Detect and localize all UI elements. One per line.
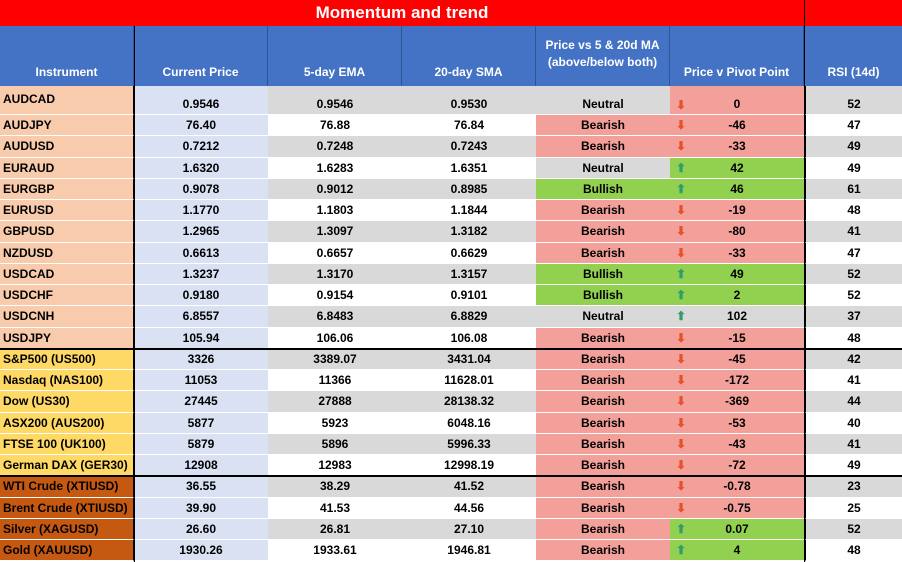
- ema-5-cell: 26.81: [268, 519, 402, 540]
- table-row: [0, 476, 902, 497]
- arrow-down-icon: ⬇: [676, 415, 687, 430]
- instrument-cell: EURGBP: [0, 179, 134, 200]
- ma-signal-cell: Neutral: [536, 158, 670, 179]
- instrument-cell: Nasdaq (NAS100): [0, 370, 134, 391]
- table-row: [0, 434, 902, 455]
- pivot-cell: [670, 540, 804, 561]
- pivot-cell: [670, 200, 804, 221]
- sma-20-cell: 28138.32: [402, 391, 536, 412]
- ma-signal-cell: Bearish: [536, 413, 670, 434]
- table-row: [0, 221, 902, 242]
- table-row: [0, 519, 902, 540]
- table-row: [0, 498, 902, 519]
- pivot-value: 46: [730, 181, 744, 196]
- ma-signal-cell: Bearish: [536, 243, 670, 264]
- sma-20-cell: 0.8985: [402, 179, 536, 200]
- pivot-value: -80: [728, 224, 746, 239]
- arrow-up-icon: ⬆: [676, 521, 687, 536]
- rsi-cell: 47: [805, 243, 902, 264]
- table-row: [0, 115, 902, 136]
- arrow-down-icon: ⬇: [676, 436, 687, 451]
- sma-20-cell: 76.84: [402, 115, 536, 136]
- header-instrument: Instrument: [0, 26, 134, 86]
- instrument-cell: EURUSD: [0, 200, 134, 221]
- rsi-cell: 49: [805, 158, 902, 179]
- rsi-cell: 41: [805, 434, 902, 455]
- instrument-cell: German DAX (GER30): [0, 455, 134, 476]
- sma-20-cell: 1.1844: [402, 200, 536, 221]
- arrow-up-icon: ⬆: [676, 543, 687, 557]
- rsi-cell: 41: [805, 221, 902, 242]
- pivot-value: 102: [726, 309, 748, 324]
- sma-20-cell: 0.9530: [402, 86, 536, 115]
- instrument-cell: AUDCAD: [0, 86, 134, 115]
- pivot-cell: [670, 476, 804, 497]
- ema-5-cell: 3389.07: [268, 349, 402, 370]
- table-row: [0, 413, 902, 434]
- arrow-down-icon: ⬇: [676, 351, 687, 366]
- pivot-cell: [670, 264, 804, 285]
- sma-20-cell: 0.9101: [402, 285, 536, 306]
- current-price-cell: 6.8557: [134, 306, 268, 327]
- arrow-down-icon: ⬇: [676, 458, 687, 472]
- rsi-cell: 41: [805, 370, 902, 391]
- table-row: [0, 306, 902, 327]
- ma-signal-cell: Bearish: [536, 328, 670, 349]
- pivot-cell: [670, 391, 804, 412]
- pivot-cell: [670, 306, 804, 327]
- current-price-cell: 0.7212: [134, 136, 268, 157]
- section-divider: [0, 348, 902, 350]
- arrow-down-icon: ⬇: [676, 245, 687, 260]
- pivot-value: -53: [728, 415, 746, 430]
- ema-5-cell: 5923: [268, 413, 402, 434]
- pivot-value: 42: [730, 160, 744, 175]
- table-row: [0, 200, 902, 221]
- table-row: [0, 328, 902, 349]
- rsi-cell: 61: [805, 179, 902, 200]
- rsi-cell: 48: [805, 540, 902, 561]
- table-row: [0, 86, 902, 115]
- rsi-cell: 47: [805, 115, 902, 136]
- sma-20-cell: 5996.33: [402, 434, 536, 455]
- current-price-cell: 0.9546: [134, 86, 268, 115]
- pivot-cell: [670, 519, 804, 540]
- sma-20-cell: 6.8829: [402, 306, 536, 327]
- pivot-cell: [670, 413, 804, 434]
- pivot-value: 0.07: [725, 521, 749, 536]
- pivot-cell: [670, 86, 804, 115]
- ma-signal-cell: Bearish: [536, 540, 670, 561]
- rsi-cell: 49: [805, 455, 902, 476]
- pivot-cell: [670, 455, 804, 476]
- pivot-cell: [670, 158, 804, 179]
- ema-5-cell: 0.7248: [268, 136, 402, 157]
- pivot-cell: [670, 328, 804, 349]
- arrow-down-icon: ⬇: [676, 118, 687, 132]
- instrument-cell: FTSE 100 (UK100): [0, 434, 134, 455]
- rsi-cell: 52: [805, 86, 902, 115]
- instrument-cell: NZDUSD: [0, 243, 134, 264]
- table-row: [0, 349, 902, 370]
- pivot-cell: [670, 136, 804, 157]
- ma-signal-cell: Bearish: [536, 370, 670, 391]
- sma-20-cell: 1946.81: [402, 540, 536, 561]
- current-price-cell: 1.2965: [134, 221, 268, 242]
- ma-signal-cell: Bearish: [536, 519, 670, 540]
- instrument-column-border: [134, 26, 135, 562]
- ema-5-cell: 1933.61: [268, 540, 402, 561]
- rsi-cell: 23: [805, 476, 902, 497]
- rsi-cell: 48: [805, 200, 902, 221]
- sma-20-cell: 1.3182: [402, 221, 536, 242]
- current-price-cell: 1.6320: [134, 158, 268, 179]
- instrument-cell: S&P500 (US500): [0, 349, 134, 370]
- ma-signal-cell: Bearish: [536, 200, 670, 221]
- pivot-value: 4: [733, 543, 741, 558]
- rsi-cell: 42: [805, 349, 902, 370]
- header-20-day-sma: 20-day SMA: [402, 26, 536, 86]
- instrument-cell: USDCHF: [0, 285, 134, 306]
- sma-20-cell: 44.56: [402, 498, 536, 519]
- current-price-cell: 1930.26: [134, 540, 268, 561]
- ma-signal-cell: Neutral: [536, 306, 670, 327]
- table-row: [0, 455, 902, 476]
- table-row: [0, 264, 902, 285]
- pivot-value: -19: [728, 203, 746, 218]
- pivot-value: -369: [724, 394, 750, 409]
- pivot-value: 2: [733, 288, 741, 303]
- rsi-cell: 52: [805, 264, 902, 285]
- pivot-cell: [670, 221, 804, 242]
- ma-signal-cell: Bearish: [536, 349, 670, 370]
- current-price-cell: 36.55: [134, 476, 268, 497]
- sma-20-cell: 3431.04: [402, 349, 536, 370]
- ema-5-cell: 1.6283: [268, 158, 402, 179]
- ema-5-cell: 1.3097: [268, 221, 402, 242]
- ma-signal-cell: Bearish: [536, 498, 670, 519]
- ma-signal-cell: Bullish: [536, 179, 670, 200]
- pivot-value: 0: [733, 97, 741, 111]
- ema-5-cell: 1.3170: [268, 264, 402, 285]
- current-price-cell: 0.6613: [134, 243, 268, 264]
- arrow-down-icon: ⬇: [676, 224, 687, 239]
- pivot-value: -46: [728, 118, 746, 133]
- table-row: [0, 285, 902, 306]
- sma-20-cell: 11628.01: [402, 370, 536, 391]
- rsi-cell: 40: [805, 413, 902, 434]
- ma-signal-cell: Neutral: [536, 86, 670, 115]
- current-price-cell: 3326: [134, 349, 268, 370]
- arrow-down-icon: ⬇: [676, 139, 687, 154]
- arrow-up-icon: ⬆: [676, 309, 687, 324]
- table-row: [0, 540, 902, 561]
- rsi-cell: 49: [805, 136, 902, 157]
- section-divider: [0, 475, 902, 477]
- pivot-cell: [670, 349, 804, 370]
- pivot-value: -72: [728, 458, 746, 473]
- arrow-up-icon: ⬆: [676, 288, 687, 302]
- pivot-value: -0.75: [723, 500, 751, 515]
- table-row: [0, 158, 902, 179]
- sma-20-cell: 12998.19: [402, 455, 536, 476]
- table-row: [0, 243, 902, 264]
- rsi-cell: 37: [805, 306, 902, 327]
- pivot-value: -172: [724, 373, 750, 388]
- current-price-cell: 27445: [134, 391, 268, 412]
- ema-5-cell: 38.29: [268, 476, 402, 497]
- arrow-down-icon: ⬇: [676, 373, 687, 387]
- pivot-cell: [670, 179, 804, 200]
- rsi-cell: 52: [805, 519, 902, 540]
- current-price-cell: 11053: [134, 370, 268, 391]
- ema-5-cell: 0.6657: [268, 243, 402, 264]
- arrow-down-icon: ⬇: [676, 330, 687, 345]
- sma-20-cell: 1.3157: [402, 264, 536, 285]
- ema-5-cell: 106.06: [268, 328, 402, 349]
- pivot-value: 49: [730, 266, 744, 281]
- sma-20-cell: 106.08: [402, 328, 536, 349]
- rsi-cell: 48: [805, 328, 902, 349]
- header-price-vs-ma-line1: Price vs 5 & 20d MA: [545, 37, 660, 52]
- pivot-value: -15: [728, 330, 746, 345]
- sma-20-cell: 1.6351: [402, 158, 536, 179]
- table-title: Momentum and trend: [0, 0, 804, 26]
- table-row: [0, 391, 902, 412]
- pivot-cell: [670, 370, 804, 391]
- current-price-cell: 0.9078: [134, 179, 268, 200]
- ema-5-cell: 76.88: [268, 115, 402, 136]
- arrow-up-icon: ⬆: [676, 181, 687, 196]
- table-row: [0, 370, 902, 391]
- current-price-cell: 5877: [134, 413, 268, 434]
- header-price-vs-ma: [536, 26, 670, 86]
- instrument-cell: GBPUSD: [0, 221, 134, 242]
- header-current-price: Current Price: [134, 26, 268, 86]
- current-price-cell: 39.90: [134, 498, 268, 519]
- arrow-down-icon: ⬇: [676, 500, 687, 515]
- pivot-value: -43: [728, 436, 746, 451]
- instrument-cell: ASX200 (AUS200): [0, 413, 134, 434]
- ma-signal-cell: Bullish: [536, 264, 670, 285]
- rsi-cell: 52: [805, 285, 902, 306]
- instrument-cell: WTI Crude (XTIUSD): [0, 476, 134, 497]
- sma-20-cell: 6048.16: [402, 413, 536, 434]
- instrument-cell: Brent Crude (XTIUSD): [0, 498, 134, 519]
- arrow-down-icon: ⬇: [676, 479, 687, 494]
- pivot-cell: [670, 434, 804, 455]
- ema-5-cell: 0.9546: [268, 86, 402, 115]
- table-row: [0, 136, 902, 157]
- ma-signal-cell: Bearish: [536, 221, 670, 242]
- arrow-down-icon: ⬇: [676, 203, 687, 217]
- sma-20-cell: 0.6629: [402, 243, 536, 264]
- header-price-vs-ma-line2: (above/below both): [547, 54, 658, 69]
- instrument-cell: AUDUSD: [0, 136, 134, 157]
- current-price-cell: 26.60: [134, 519, 268, 540]
- ma-signal-cell: Bearish: [536, 136, 670, 157]
- current-price-cell: 0.9180: [134, 285, 268, 306]
- ema-5-cell: 6.8483: [268, 306, 402, 327]
- ema-5-cell: 12983: [268, 455, 402, 476]
- instrument-cell: USDCAD: [0, 264, 134, 285]
- rsi-cell: 44: [805, 391, 902, 412]
- arrow-up-icon: ⬆: [676, 266, 687, 281]
- pivot-cell: [670, 115, 804, 136]
- current-price-cell: 1.3237: [134, 264, 268, 285]
- pivot-cell: [670, 285, 804, 306]
- instrument-cell: EURAUD: [0, 158, 134, 179]
- ema-5-cell: 0.9154: [268, 285, 402, 306]
- ma-signal-cell: Bullish: [536, 285, 670, 306]
- header-5-day-ema: 5-day EMA: [268, 26, 402, 86]
- instrument-cell: Gold (XAUUSD): [0, 540, 134, 561]
- arrow-down-icon: ⬇: [676, 394, 687, 409]
- ema-5-cell: 11366: [268, 370, 402, 391]
- pivot-cell: [670, 498, 804, 519]
- instrument-cell: Silver (XAGUSD): [0, 519, 134, 540]
- ma-signal-cell: Bearish: [536, 115, 670, 136]
- ma-signal-cell: Bearish: [536, 391, 670, 412]
- pivot-value: -45: [728, 351, 746, 366]
- current-price-cell: 105.94: [134, 328, 268, 349]
- instrument-cell: Dow (US30): [0, 391, 134, 412]
- table-row: [0, 179, 902, 200]
- current-price-cell: 1.1770: [134, 200, 268, 221]
- instrument-cell: USDJPY: [0, 328, 134, 349]
- pivot-cell: [670, 243, 804, 264]
- arrow-down-icon: ⬇: [676, 98, 687, 112]
- ema-5-cell: 27888: [268, 391, 402, 412]
- header-price-v-pivot: Price v Pivot Point: [670, 26, 804, 86]
- rsi-column-separator: [804, 0, 805, 562]
- rsi-cell: 25: [805, 498, 902, 519]
- instrument-cell: USDCNH: [0, 306, 134, 327]
- pivot-value: -33: [728, 139, 746, 154]
- instrument-cell: AUDJPY: [0, 115, 134, 136]
- current-price-cell: 76.40: [134, 115, 268, 136]
- ema-5-cell: 5896: [268, 434, 402, 455]
- pivot-value: -0.78: [723, 479, 751, 494]
- title-bar-extension: [805, 0, 902, 26]
- ema-5-cell: 0.9012: [268, 179, 402, 200]
- current-price-cell: 12908: [134, 455, 268, 476]
- ma-signal-cell: Bearish: [536, 455, 670, 476]
- sma-20-cell: 41.52: [402, 476, 536, 497]
- current-price-cell: 5879: [134, 434, 268, 455]
- ma-signal-cell: Bearish: [536, 476, 670, 497]
- ema-5-cell: 41.53: [268, 498, 402, 519]
- sma-20-cell: 0.7243: [402, 136, 536, 157]
- ma-signal-cell: Bearish: [536, 434, 670, 455]
- header-rsi: RSI (14d): [805, 26, 902, 86]
- pivot-value: -33: [728, 245, 746, 260]
- ema-5-cell: 1.1803: [268, 200, 402, 221]
- sma-20-cell: 27.10: [402, 519, 536, 540]
- arrow-up-icon: ⬆: [676, 160, 687, 175]
